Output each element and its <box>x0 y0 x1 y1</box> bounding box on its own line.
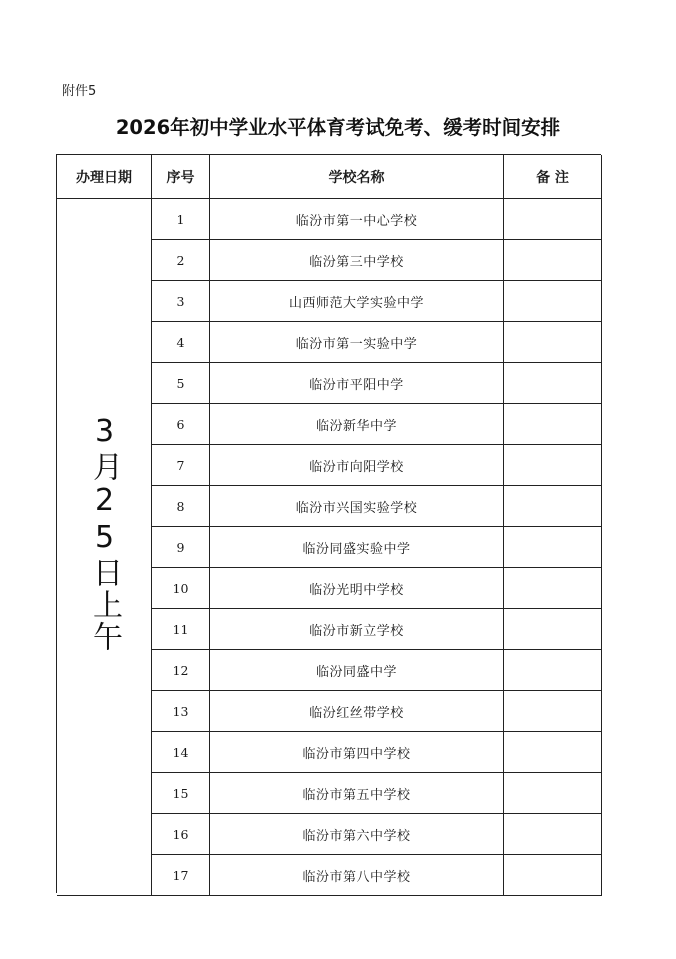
row-13-remark <box>504 691 602 732</box>
header-school: 学校名称 <box>210 155 504 199</box>
row-16-school: 临汾市第六中学校 <box>210 814 504 855</box>
header-date: 办理日期 <box>57 155 152 199</box>
row-17-seq: 17 <box>152 855 210 896</box>
header-remark: 备 注 <box>504 155 602 199</box>
row-10-seq: 10 <box>152 568 210 609</box>
row-6-remark <box>504 404 602 445</box>
row-16-remark <box>504 814 602 855</box>
row-10-school: 临汾光明中学校 <box>210 568 504 609</box>
row-5-school: 临汾市平阳中学 <box>210 363 504 404</box>
row-14-school: 临汾市第四中学校 <box>210 732 504 773</box>
row-15-seq: 15 <box>152 773 210 814</box>
row-10-remark <box>504 568 602 609</box>
row-9-seq: 9 <box>152 527 210 568</box>
row-9-school: 临汾同盛实验中学 <box>210 527 504 568</box>
row-12-remark <box>504 650 602 691</box>
row-13-school: 临汾红丝带学校 <box>210 691 504 732</box>
row-11-remark <box>504 609 602 650</box>
row-6-seq: 6 <box>152 404 210 445</box>
row-11-seq: 11 <box>152 609 210 650</box>
row-14-seq: 14 <box>152 732 210 773</box>
row-7-school: 临汾市向阳学校 <box>210 445 504 486</box>
row-2-school: 临汾第三中学校 <box>210 240 504 281</box>
row-6-school: 临汾新华中学 <box>210 404 504 445</box>
row-3-seq: 3 <box>152 281 210 322</box>
date-cell <box>57 199 152 896</box>
row-4-seq: 4 <box>152 322 210 363</box>
row-7-remark <box>504 445 602 486</box>
page-title: 2026年初中学业水平体育考试免考、缓考时间安排 <box>115 116 561 139</box>
schedule-table <box>56 154 601 893</box>
row-2-remark <box>504 240 602 281</box>
header-seq: 序号 <box>152 155 210 199</box>
row-4-school: 临汾市第一实验中学 <box>210 322 504 363</box>
row-15-school: 临汾市第五中学校 <box>210 773 504 814</box>
row-8-remark <box>504 486 602 527</box>
row-3-school: 山西师范大学实验中学 <box>210 281 504 322</box>
row-1-school: 临汾市第一中心学校 <box>210 199 504 240</box>
row-12-school: 临汾同盛中学 <box>210 650 504 691</box>
row-5-seq: 5 <box>152 363 210 404</box>
row-4-remark <box>504 322 602 363</box>
row-14-remark <box>504 732 602 773</box>
row-7-seq: 7 <box>152 445 210 486</box>
row-11-school: 临汾市新立学校 <box>210 609 504 650</box>
row-12-seq: 12 <box>152 650 210 691</box>
row-2-seq: 2 <box>152 240 210 281</box>
row-8-school: 临汾市兴国实验学校 <box>210 486 504 527</box>
row-16-seq: 16 <box>152 814 210 855</box>
row-8-seq: 8 <box>152 486 210 527</box>
row-1-remark <box>504 199 602 240</box>
row-1-seq: 1 <box>152 199 210 240</box>
row-15-remark <box>504 773 602 814</box>
row-3-remark <box>504 281 602 322</box>
row-5-remark <box>504 363 602 404</box>
date-value: 3月25日上午 <box>87 414 122 653</box>
row-13-seq: 13 <box>152 691 210 732</box>
row-9-remark <box>504 527 602 568</box>
row-17-remark <box>504 855 602 896</box>
row-17-school: 临汾市第八中学校 <box>210 855 504 896</box>
attachment-label: 附件5 <box>62 84 97 99</box>
